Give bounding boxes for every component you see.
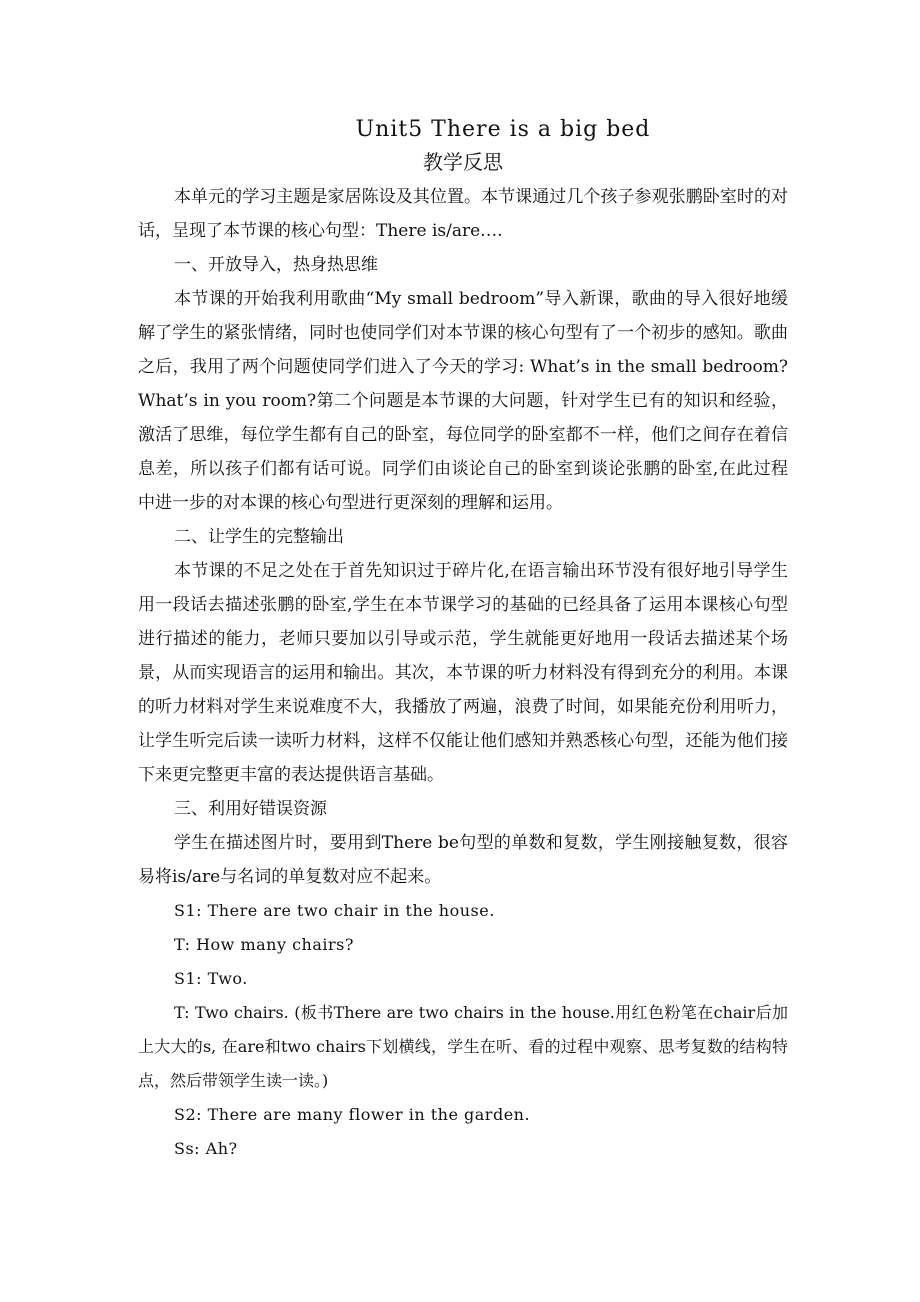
- section-2-paragraph: 本节课的不足之处在于首先知识过于碎片化,在语言输出环节没有很好地引导学生用一段话去描述张鹏的卧室,学生在本节课学习的基础的已经具备了运用本课核心句型进行描述的能力，老师只要加以引导或示范，学生就能更好地用一段话去描述某个场景，从而实现语言的运用和输出。其次，本节课的听力材料没有得到充分的利用。本课的听力材料对学生来说难度不大，我播放了两遍，浪费了时间，如果能充份利用听力，让学生听完后读一读听力材料，这样不仅能让他们感知并熟悉核心句型，还能为他们接下来更完整更丰富的表达提供语言基础。: [138, 561, 788, 785]
- dialog-line: S1: There are two chair in the house.: [174, 901, 495, 920]
- dialog-line: Ss: Ah?: [174, 1139, 238, 1158]
- section-3-heading: 三、利用好错误资源: [174, 799, 327, 819]
- section-2-heading: 二、让学生的完整输出: [174, 527, 344, 547]
- document-title: Unit5 There is a big bed: [355, 117, 651, 142]
- section-1-heading: 一、开放导入，热身热思维: [174, 255, 378, 275]
- document-subtitle: 教学反思: [423, 150, 503, 174]
- intro-paragraph: 本单元的学习主题是家居陈设及其位置。本节课通过几个孩子参观张鹏卧室时的对话，呈现了本节课的核心句型：There is/are….: [138, 187, 788, 241]
- document-page: [138, 114, 788, 1166]
- dialog-line: T: How many chairs?: [174, 935, 354, 954]
- dialog-line: S2: There are many flower in the garden.: [174, 1105, 531, 1124]
- section-3-paragraph: 学生在描述图片时，要用到There be句型的单数和复数，学生刚接触复数，很容易将is/are与名词的单复数对应不起来。: [138, 833, 788, 887]
- teacher-note: T: Two chairs. (板书There are two chairs in the house.用红色粉笔在chair后加上大大的s, 在are和two chairs下划横线，学生在听、看的过程中观察、思考复数的结构特点，然后带领学生读一读。): [138, 1003, 788, 1090]
- section-1-paragraph: 本节课的开始我利用歌曲“My small bedroom”导入新课，歌曲的导入很好地缓解了学生的紧张情绪，同时也使同学们对本节课的核心句型有了一个初步的感知。歌曲之后，我用了两个问题使同学们进入了今天的学习: What’s in the small bedroom? What’s in you room?第二个问题是本节课的大问题，针对学生已有的知识和经验，激活了思维，每位学生都有自己的卧室，每位同学的卧室都不一样，他们之间存在着信息差，所以孩子们都有话可说。同学们由谈论自己的卧室到谈论张鹏的卧室,在此过程中进一步的对本课的核心句型进行更深刻的理解和运用。: [138, 289, 788, 513]
- dialog-line: S1: Two.: [174, 969, 248, 988]
